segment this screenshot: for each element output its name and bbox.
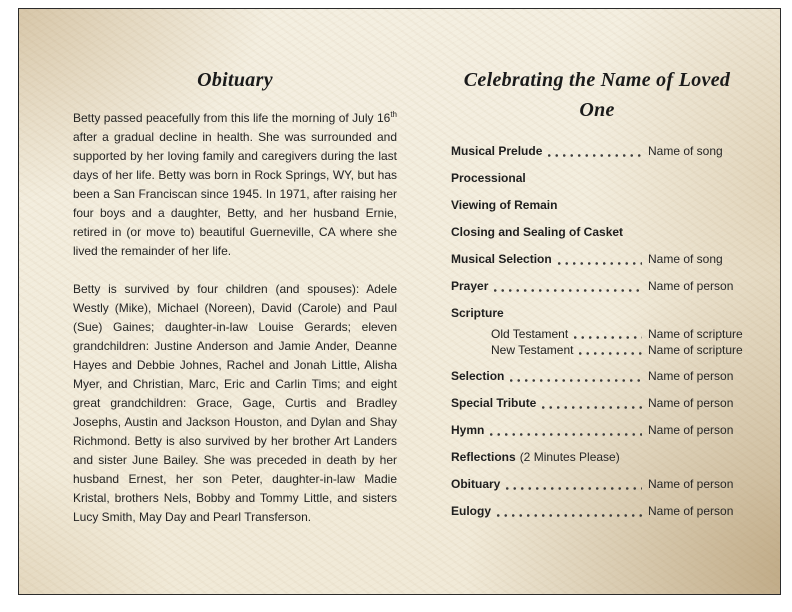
- program-label: Musical Selection: [451, 252, 552, 266]
- obituary-p1-rest: after a gradual decline in health. She was surrounded and supported by her loving family and caregivers during the last days of her life. Betty was born in Rock Springs, WY, but has been a San Franciscan since 1945. In 1971, after raising her four boys and a daughter, Betty, and her husband Ernie, retired in (or move to) beautiful Guerneville, CA where she lived the remainder of her life.: [73, 130, 397, 258]
- program-label: Processional: [451, 171, 526, 185]
- program-label: Prayer: [451, 279, 489, 293]
- program-row: [451, 422, 743, 439]
- dotted-leader: [494, 283, 642, 295]
- program-row: [451, 503, 743, 520]
- order-of-service-column: [451, 65, 743, 530]
- program-row: [451, 278, 743, 295]
- program-row: [451, 476, 743, 493]
- scripture-subrows: [451, 326, 743, 358]
- dotted-leader: [574, 330, 642, 342]
- program-row: [451, 251, 743, 268]
- dotted-leader: [558, 256, 642, 268]
- obituary-paragraph-1: [73, 109, 397, 261]
- program-row: [451, 170, 743, 187]
- program-label: Reflections: [451, 450, 516, 464]
- program-label: Obituary: [451, 477, 501, 491]
- program-label: Hymn: [451, 423, 485, 437]
- obituary-column: [73, 65, 397, 527]
- obituary-paragraph-2: Betty is survived by four children (and spouses): Adele Westly (Mike), Michael (Noreen), David (Carole) and Paul (Sue) Gaines; daughter-in-law Louise Gerards; eleven grandchildren: Justine Anderson and Jamie Ander, Deanne Hayes and Debbie Johnes, Rachel and Jonah Little, Alisha Myer, and Christian, Marc, Eric and Carlin Tims; and eight great grandchildren: Grace, Gage, Curtis and Bradley Josephs, Austin and Jackson Houston, and Dylan and Shay Richmond. Betty is also survived by her brother Art Landers and sister June Bailey. She was preceded in death by her husband Ernest, her son Peter, daughter-in-law Madie Kristal, brothers Nels, Bobby and Tommy Little, and sisters Lucy Smith, May Day and Pearl Transferson.: [73, 282, 397, 524]
- program-label: Selection: [451, 369, 505, 383]
- program-subrow: [451, 326, 743, 342]
- program-label: Closing and Sealing of Casket: [451, 225, 624, 239]
- program-row: [451, 224, 743, 241]
- program-row: [451, 305, 743, 322]
- program-value: Name of person: [648, 504, 734, 518]
- program-label: Special Tribute: [451, 396, 537, 410]
- obituary-body: [73, 109, 397, 527]
- dotted-leader: [542, 400, 642, 412]
- obituary-p1-text: Betty passed peacefully from this life the morning of July 16: [73, 111, 391, 125]
- program-value: Name of song: [648, 252, 723, 266]
- program-row: [451, 368, 743, 385]
- parchment-sheet: [18, 8, 781, 595]
- ordinal-superscript: th: [390, 110, 397, 119]
- program-value: Name of person: [648, 369, 734, 383]
- program-label: Musical Prelude: [451, 144, 543, 158]
- program-value: Name of person: [648, 477, 734, 491]
- program-value: Name of scripture: [648, 343, 743, 357]
- program-row: [451, 395, 743, 412]
- dotted-leader: [548, 148, 642, 160]
- program-value: Name of person: [648, 279, 734, 293]
- program-row: [451, 449, 743, 466]
- program-row: [451, 143, 743, 160]
- dotted-leader: [506, 481, 642, 493]
- dotted-leader: [497, 508, 642, 520]
- program-value: Name of person: [648, 396, 734, 410]
- program-value: Name of song: [648, 144, 723, 158]
- program-row: [451, 197, 743, 214]
- program-label: Scripture: [451, 306, 504, 320]
- program-label: Eulogy: [451, 504, 492, 518]
- program-label-suffix: (2 Minutes Please): [519, 450, 620, 464]
- program-label: Old Testament: [491, 327, 569, 341]
- obituary-title: Obituary: [197, 69, 273, 91]
- program-subrow: [451, 342, 743, 358]
- program-label: Viewing of Remain: [451, 198, 558, 212]
- program-label: New Testament: [491, 343, 574, 357]
- dotted-leader: [510, 373, 642, 385]
- program-value: Name of scripture: [648, 327, 743, 341]
- dotted-leader: [579, 346, 642, 358]
- service-title: Celebrating the Name of Loved One: [463, 69, 731, 121]
- program-value: Name of person: [648, 423, 734, 437]
- dotted-leader: [490, 427, 642, 439]
